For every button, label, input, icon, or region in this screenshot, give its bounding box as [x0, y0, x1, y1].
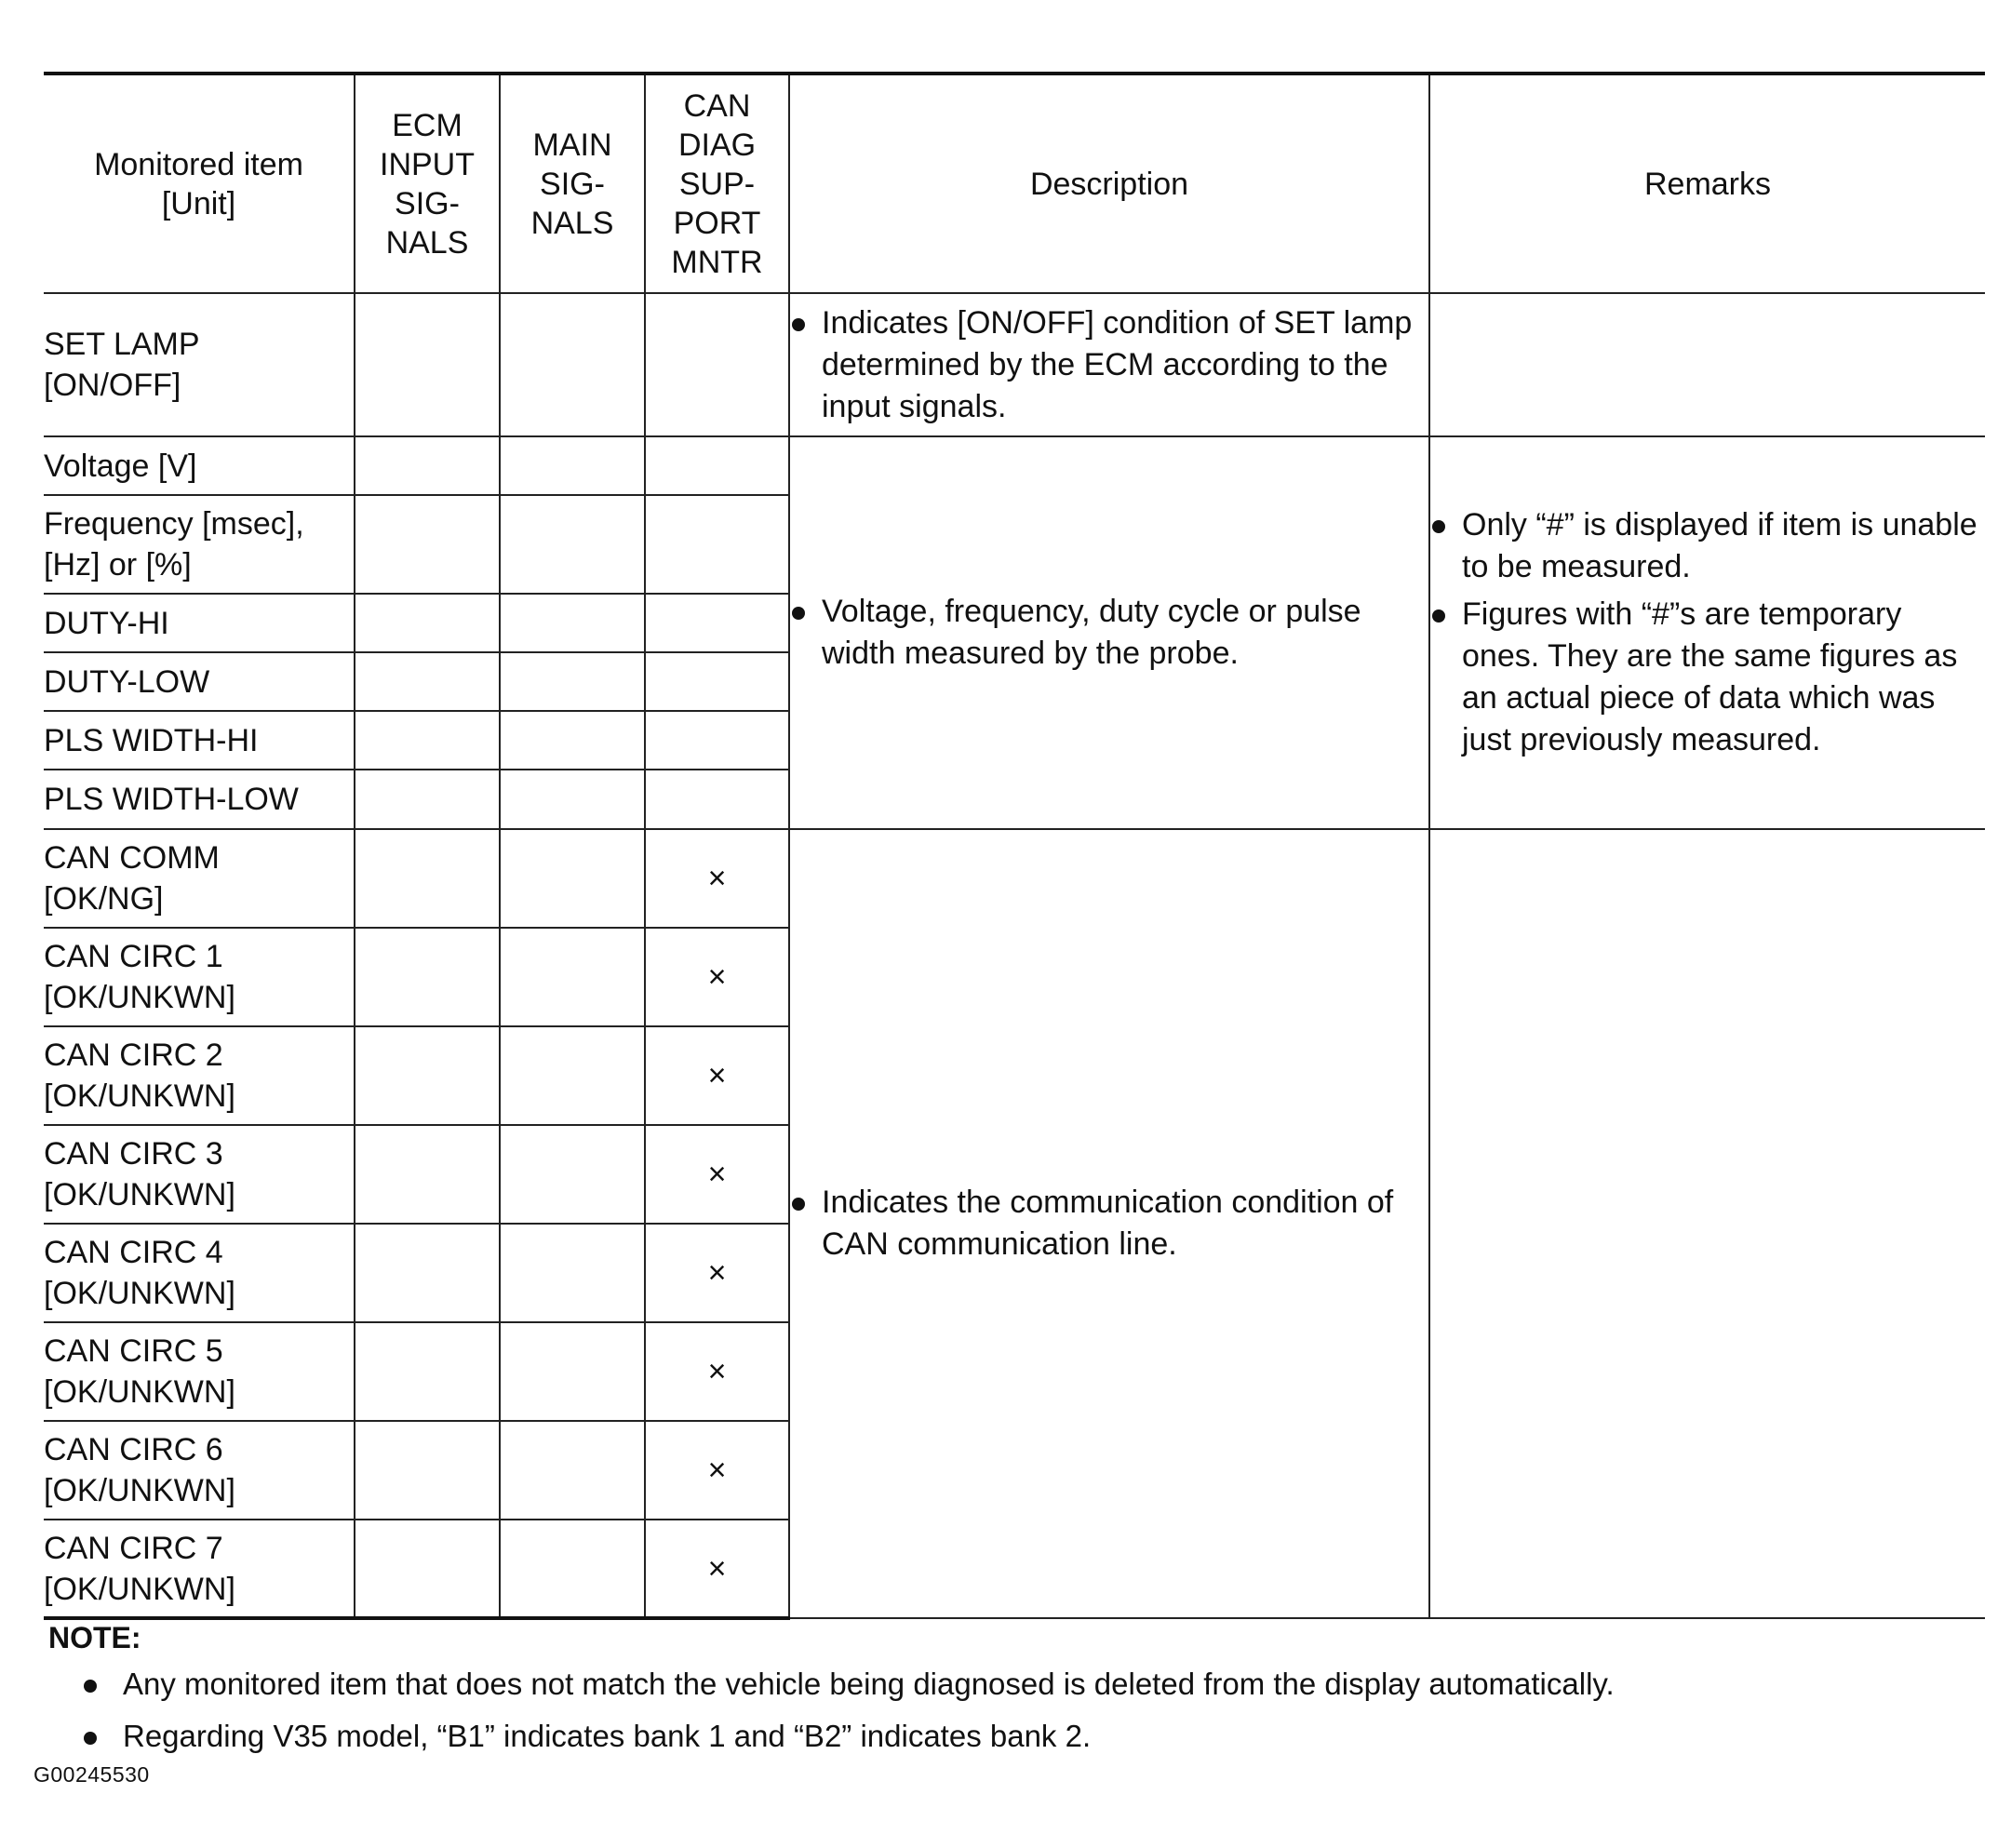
ecm-input-cell	[355, 1421, 500, 1520]
ecm-input-cell	[355, 436, 500, 495]
ecm-input-cell	[355, 1224, 500, 1322]
header-line: SUP-	[678, 166, 756, 202]
header-line: DIAG	[677, 127, 757, 163]
item-cell	[44, 1520, 355, 1618]
can-diag-mark: ×	[645, 1224, 789, 1322]
header-line: NALS	[530, 205, 614, 241]
item-unit: [Hz] or [%]	[44, 547, 192, 583]
main-signals-cell	[500, 1026, 645, 1125]
ecm-input-cell	[355, 1026, 500, 1125]
item-unit: [ON/OFF]	[44, 368, 181, 403]
item-name: CAN CIRC 1	[44, 939, 223, 974]
item-unit: [OK/UNKWN]	[44, 1177, 235, 1212]
description-bullet: Indicates [ON/OFF] condition of SET lamp determined by the ECM according to the input signals.	[790, 302, 1428, 428]
item-name: DUTY-HI	[44, 605, 169, 641]
header-line: SIG-	[395, 185, 460, 221]
can-diag-cell	[645, 436, 789, 495]
ecm-input-cell	[355, 1520, 500, 1618]
ecm-input-cell	[355, 1125, 500, 1224]
main-signals-cell	[500, 770, 645, 829]
main-signals-cell	[500, 1224, 645, 1322]
item-cell	[44, 1026, 355, 1125]
main-signals-cell	[500, 1322, 645, 1421]
header-row	[44, 74, 1985, 293]
can-diag-cell	[645, 711, 789, 770]
description-bullet: Voltage, frequency, duty cycle or pulse width measured by the probe.	[790, 591, 1428, 675]
item-name: Voltage [V]	[44, 448, 197, 484]
description-bullet: Indicates the communication condition of CAN communication line.	[790, 1182, 1428, 1265]
figure-code: G00245530	[34, 1762, 150, 1787]
header-description: Description	[789, 74, 1429, 293]
item-name: CAN CIRC 4	[44, 1235, 223, 1270]
ecm-input-cell	[355, 711, 500, 770]
header-ecm-input-signals	[355, 74, 500, 293]
main-signals-cell	[500, 293, 645, 436]
item-name: CAN CIRC 2	[44, 1038, 223, 1073]
header-line: INPUT	[380, 146, 475, 182]
item-cell	[44, 1322, 355, 1421]
item-unit: [OK/NG]	[44, 881, 164, 917]
note-item: Any monitored item that does not match the vehicle being diagnosed is deleted from the display automatically.	[48, 1664, 1965, 1705]
item-cell	[44, 594, 355, 652]
item-cell	[44, 770, 355, 829]
can-diag-mark: ×	[645, 1520, 789, 1618]
probe-description-cell	[789, 436, 1429, 829]
can-diag-mark: ×	[645, 1421, 789, 1520]
can-diag-mark: ×	[645, 1322, 789, 1421]
item-unit: [OK/UNKWN]	[44, 1276, 235, 1311]
table-row-set-lamp	[44, 293, 1985, 436]
item-cell	[44, 711, 355, 770]
remarks-cell	[1429, 293, 1985, 436]
probe-remarks-cell	[1429, 436, 1985, 829]
can-remarks-cell	[1429, 829, 1985, 1618]
can-diag-mark: ×	[645, 928, 789, 1026]
ecm-input-cell	[355, 293, 500, 436]
can-diag-mark: ×	[645, 829, 789, 928]
header-line: NALS	[385, 224, 469, 261]
remark-bullet: Only “#” is displayed if item is unable to be measured.	[1430, 504, 1985, 588]
main-signals-cell	[500, 1520, 645, 1618]
header-can-diag-support-mntr	[645, 74, 789, 293]
can-diag-mark: ×	[645, 1125, 789, 1224]
item-name: CAN CIRC 6	[44, 1432, 223, 1467]
note-section	[48, 1619, 1965, 1768]
can-diag-mark: ×	[645, 1026, 789, 1125]
item-cell	[44, 829, 355, 928]
header-line: MNTR	[671, 244, 763, 280]
item-cell	[44, 495, 355, 594]
item-name: CAN CIRC 5	[44, 1333, 223, 1369]
header-line: CAN	[683, 87, 751, 124]
can-diag-cell	[645, 652, 789, 711]
item-name: PLS WIDTH-LOW	[44, 782, 299, 817]
table-row-can-comm	[44, 829, 1985, 928]
item-name: CAN CIRC 7	[44, 1530, 223, 1566]
ecm-input-cell	[355, 829, 500, 928]
header-monitored-item	[44, 74, 355, 293]
item-cell	[44, 652, 355, 711]
header-remarks: Remarks	[1429, 74, 1985, 293]
item-name: DUTY-LOW	[44, 663, 210, 700]
main-signals-cell	[500, 829, 645, 928]
main-signals-cell	[500, 652, 645, 711]
item-cell	[44, 436, 355, 495]
ecm-input-cell	[355, 928, 500, 1026]
item-unit: [OK/UNKWN]	[44, 1078, 235, 1114]
can-diag-cell	[645, 594, 789, 652]
main-signals-cell	[500, 436, 645, 495]
can-diag-cell	[645, 495, 789, 594]
header-line: ECM	[392, 107, 463, 143]
note-item: Regarding V35 model, “B1” indicates bank 1 and “B2” indicates bank 2.	[48, 1716, 1965, 1757]
can-description-cell	[789, 829, 1429, 1618]
monitored-items-table	[44, 72, 1985, 1620]
main-signals-cell	[500, 1125, 645, 1224]
header-main-signals	[500, 74, 645, 293]
can-diag-cell	[645, 770, 789, 829]
main-signals-cell	[500, 928, 645, 1026]
main-signals-cell	[500, 594, 645, 652]
item-name: Frequency [msec],	[44, 506, 304, 542]
item-cell	[44, 1421, 355, 1520]
header-line: MAIN	[532, 127, 612, 163]
item-unit: [OK/UNKWN]	[44, 1374, 235, 1410]
item-name: CAN COMM	[44, 840, 220, 876]
can-diag-cell	[645, 293, 789, 436]
remark-bullet: Figures with “#”s are temporary ones. They are the same figures as an actual piece of data which was just previously measured.	[1430, 594, 1985, 761]
ecm-input-cell	[355, 1322, 500, 1421]
item-name: CAN CIRC 3	[44, 1136, 223, 1172]
header-line: SIG-	[540, 166, 605, 202]
item-unit: [OK/UNKWN]	[44, 980, 235, 1015]
table-row-voltage	[44, 436, 1985, 495]
ecm-input-cell	[355, 495, 500, 594]
item-unit: [OK/UNKWN]	[44, 1571, 235, 1607]
ecm-input-cell	[355, 594, 500, 652]
item-cell	[44, 1125, 355, 1224]
note-title: NOTE:	[48, 1621, 141, 1654]
header-line: Monitored item	[94, 146, 303, 182]
main-signals-cell	[500, 1421, 645, 1520]
item-name: PLS WIDTH-HI	[44, 722, 259, 758]
item-name: SET LAMP	[44, 327, 200, 362]
item-unit: [OK/UNKWN]	[44, 1473, 235, 1508]
header-line: PORT	[673, 205, 761, 241]
main-signals-cell	[500, 711, 645, 770]
header-line: [Unit]	[161, 185, 236, 221]
ecm-input-cell	[355, 770, 500, 829]
main-signals-cell	[500, 495, 645, 594]
item-cell	[44, 928, 355, 1026]
ecm-input-cell	[355, 652, 500, 711]
item-cell	[44, 1224, 355, 1322]
item-cell	[44, 293, 355, 436]
description-cell	[789, 293, 1429, 436]
